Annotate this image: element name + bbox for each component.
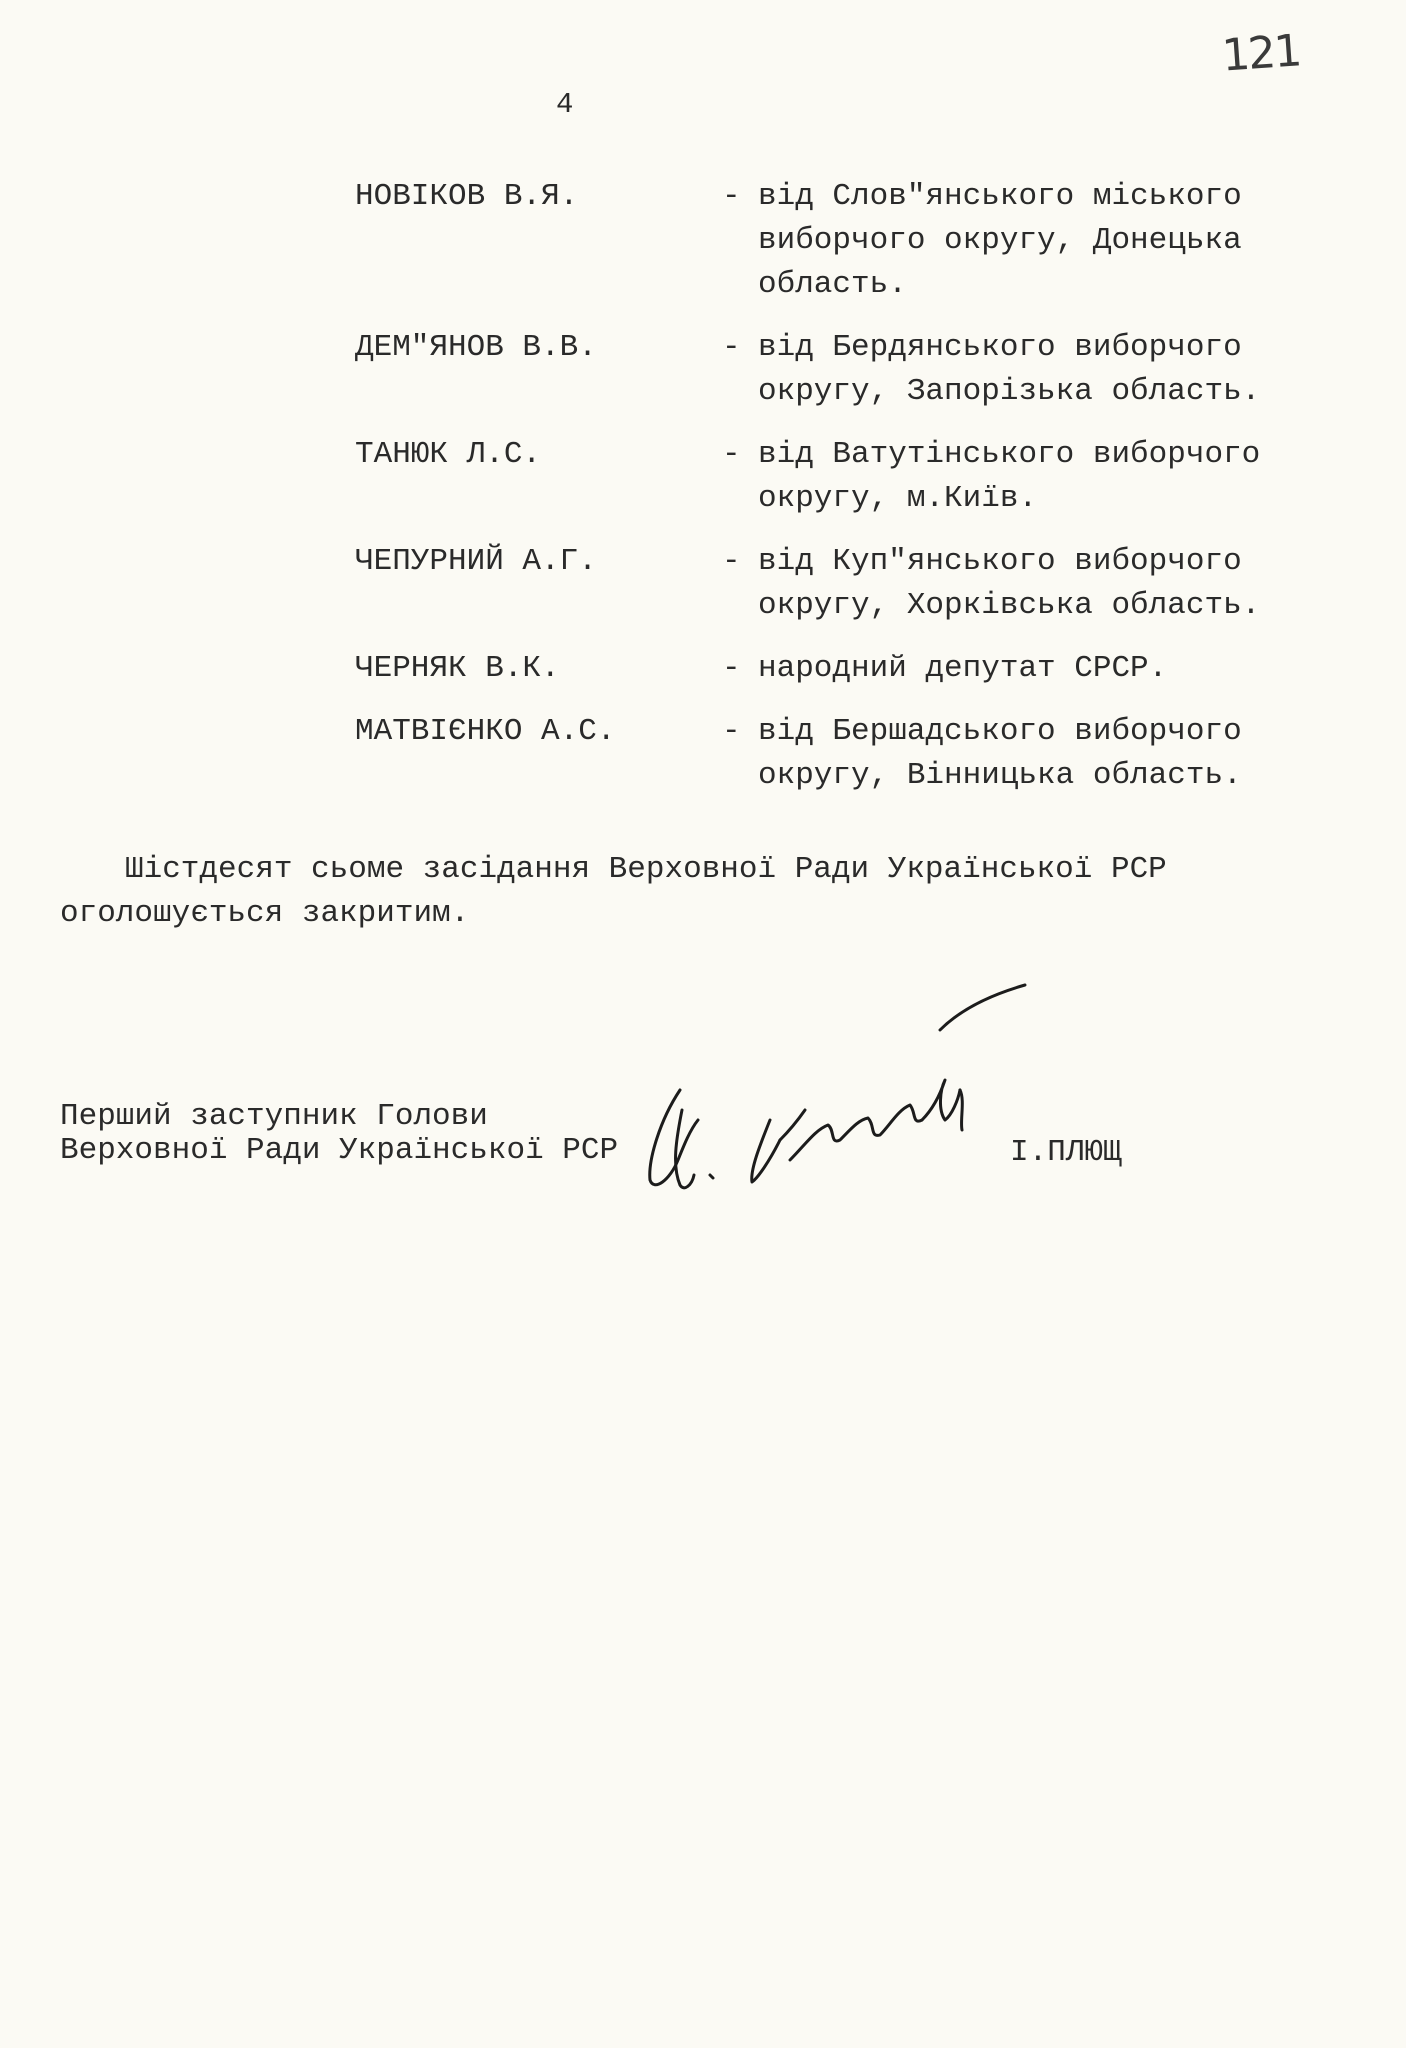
dash: - (722, 651, 741, 686)
deputy-name: ТАНЮК Л.С. (355, 437, 542, 472)
archive-number: 121 (1220, 25, 1302, 82)
deputy-row (355, 710, 1365, 798)
signer-name: І.ПЛЮЩ (1010, 1135, 1122, 1170)
deputies-list (355, 175, 1365, 817)
handwritten-signature (640, 970, 1060, 1200)
deputy-description: від Бершадського виборчого округу, Вінницька область. (758, 714, 1242, 793)
dash: - (722, 330, 741, 365)
deputy-description: від Ватутінського виборчого округу, м.Київ. (758, 437, 1261, 516)
dash: - (722, 179, 741, 214)
page-number: 4 (556, 88, 574, 121)
deputy-description: народний депутат СРСР. (758, 651, 1168, 686)
deputy-description: від Слов"янського міського виборчого округу, Донецька область. (758, 179, 1242, 302)
deputy-row (355, 647, 1365, 691)
closing-statement: Шістдесят сьоме засідання Верховної Ради Української РСР оголошується закритим. (60, 852, 1167, 931)
deputy-row (355, 540, 1365, 628)
deputy-row (355, 433, 1365, 521)
deputy-name: ЧЕПУРНИЙ А.Г. (355, 544, 597, 579)
deputy-name: МАТВІЄНКО А.С. (355, 714, 616, 749)
signer-title: Перший заступник Голови Верховної Ради Української РСР (60, 1099, 619, 1168)
deputy-row (355, 326, 1365, 414)
deputy-description: від Куп"янського виборчого округу, Хорківська область. (758, 544, 1261, 623)
dash: - (722, 714, 741, 749)
dash: - (722, 544, 741, 579)
deputy-name: ДЕМ"ЯНОВ В.В. (355, 330, 597, 365)
dash: - (722, 437, 741, 472)
deputy-name: ЧЕРНЯК В.К. (355, 651, 560, 686)
deputy-name: НОВІКОВ В.Я. (355, 179, 579, 214)
deputy-row (355, 175, 1365, 307)
deputy-description: від Бердянського виборчого округу, Запорізька область. (758, 330, 1261, 409)
